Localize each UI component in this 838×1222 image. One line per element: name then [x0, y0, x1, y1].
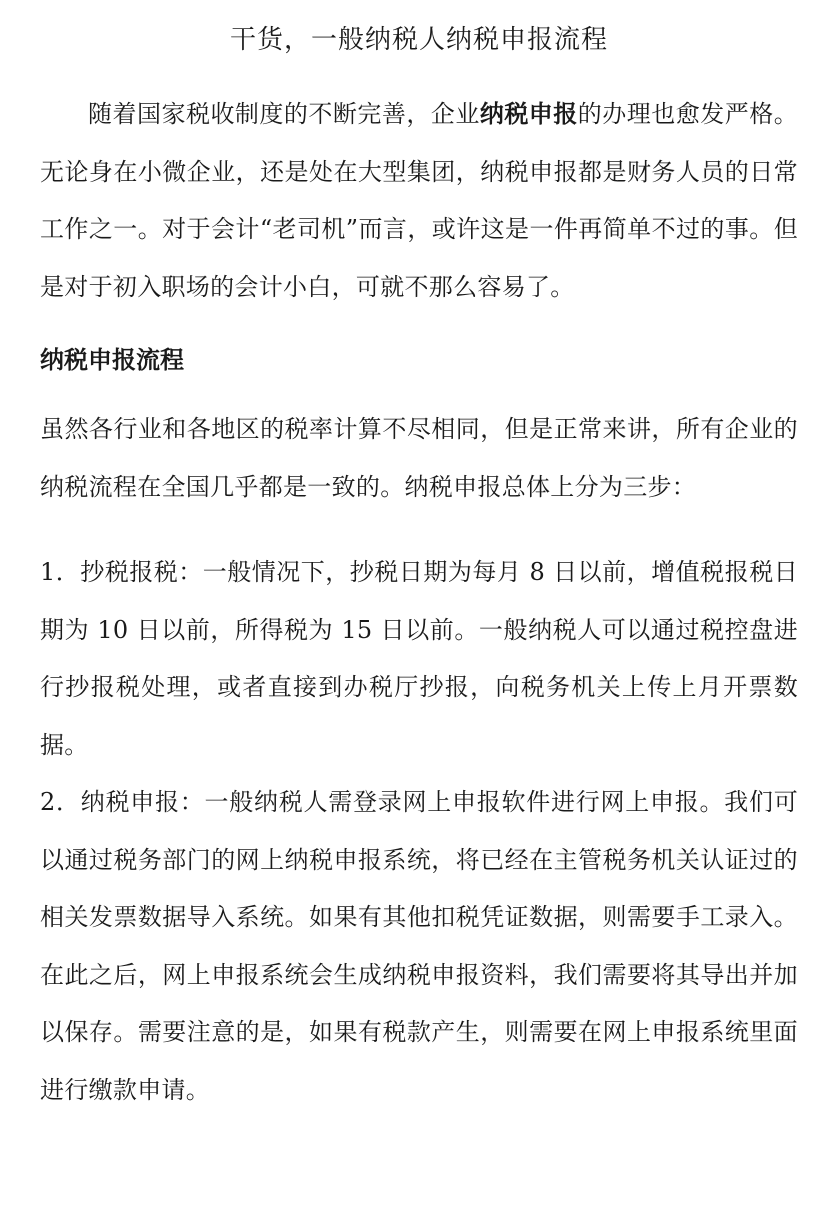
step-1-paragraph: 1．抄税报税：一般情况下，抄税日期为每月 8 日以前，增值税报税日期为 10 日以前，所得税为 15 日以前。一般纳税人可以通过税控盘进行抄报税处理，或者直接到办税厅抄报，向税务机关上传上月开票数据。 — [40, 558, 798, 759]
step-2-paragraph: 2．纳税申报：一般纳税人需登录网上申报软件进行网上申报。我们可以通过税务部门的网上纳税申报系统，将已经在主管税务机关认证过的相关发票数据导入系统。如果有其他扣税凭证数据，则需要手工录入。在此之后，网上申报系统会生成纳税申报资料，我们需要将其导出并加以保存。需要注意的是，如果有税款产生，则需要在网上申报系统里面进行缴款申请。 — [40, 788, 798, 1104]
overview-paragraph: 虽然各行业和各地区的税率计算不尽相同，但是正常来讲，所有企业的纳税流程在全国几乎都是一致的。纳税申报总体上分为三步： — [40, 415, 798, 501]
section-heading: 纳税申报流程 — [40, 346, 184, 374]
intro-text-after: 的办理也愈发严格。无论身在小微企业，还是处在大型集团，纳税申报都是财务人员的日常工作之一。对于会计“老司机”而言，或许这是一件再简单不过的事。但是对于初入职场的会计小白，可就不那么容易了。 — [40, 100, 799, 301]
article-title: 干货，一般纳税人纳税申报流程 — [229, 25, 608, 55]
intro-text-before: 随着国家税收制度的不断完善，企业 — [88, 100, 480, 128]
intro-keyword-link[interactable]: 纳税申报 — [479, 100, 578, 128]
intro-paragraph — [40, 86, 798, 316]
